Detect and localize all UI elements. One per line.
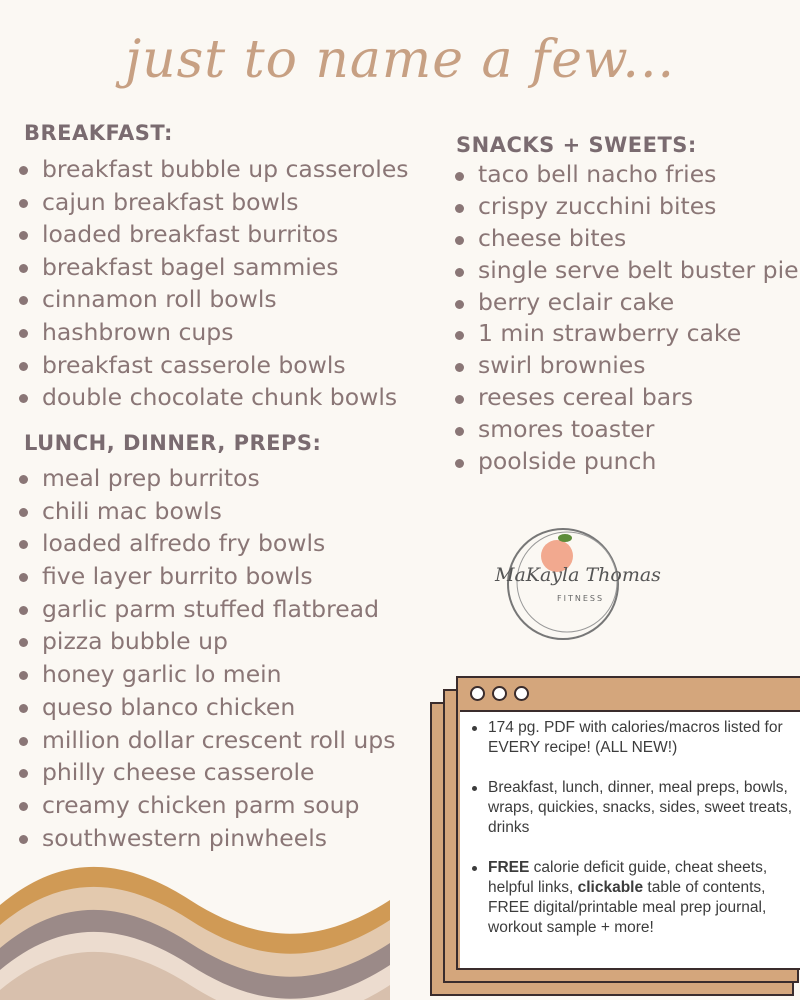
breakfast-item: breakfast bubble up casseroles: [16, 153, 409, 186]
lunch-heading: LUNCH, DINNER, PREPS:: [24, 431, 322, 455]
snacks-item: taco bell nacho fries: [452, 159, 799, 191]
dot-icon: [470, 686, 485, 701]
breakfast-item: loaded breakfast burritos: [16, 218, 409, 251]
lunch-item: pizza bubble up: [16, 625, 395, 658]
window-dots: [470, 686, 529, 701]
logo-name: MaKayla Thomas: [495, 564, 661, 586]
lunch-item: southwestern pinwheels: [16, 822, 395, 855]
snacks-heading: SNACKS + SWEETS:: [456, 133, 697, 157]
lunch-item: five layer burrito bowls: [16, 560, 395, 593]
breakfast-item: hashbrown cups: [16, 316, 409, 349]
clickable-label: clickable: [577, 879, 644, 896]
breakfast-item: cajun breakfast bowls: [16, 186, 409, 219]
snacks-item: poolside punch: [452, 446, 799, 478]
lunch-item: honey garlic lo mein: [16, 658, 395, 691]
dot-icon: [492, 686, 507, 701]
breakfast-item: double chocolate chunk bowls: [16, 381, 409, 414]
info-card: [456, 676, 800, 970]
lunch-list: [16, 462, 395, 854]
breakfast-item: breakfast bagel sammies: [16, 251, 409, 284]
snacks-item: smores toaster: [452, 414, 799, 446]
snacks-item: cheese bites: [452, 223, 799, 255]
dot-icon: [514, 686, 529, 701]
breakfast-heading: BREAKFAST:: [24, 121, 173, 145]
snacks-item: swirl brownies: [452, 350, 799, 382]
lunch-item: philly cheese casserole: [16, 756, 395, 789]
info-text-2: Breakfast, lunch, dinner, meal preps, bowls, wraps, quickies, snacks, sides, sweet treats, drinks: [488, 779, 793, 836]
snacks-item: 1 min strawberry cake: [452, 318, 799, 350]
snacks-item: berry eclair cake: [452, 287, 799, 319]
brand-logo: [495, 522, 661, 652]
lunch-item: garlic parm stuffed flatbread: [16, 593, 395, 626]
lunch-item: queso blanco chicken: [16, 691, 395, 724]
snacks-item: single serve belt buster pie: [452, 255, 799, 287]
breakfast-item: cinnamon roll bowls: [16, 283, 409, 316]
snacks-item: crispy zucchini bites: [452, 191, 799, 223]
snacks-item: reeses cereal bars: [452, 382, 799, 414]
snacks-list: [452, 159, 799, 478]
lunch-item: meal prep burritos: [16, 462, 395, 495]
info-text-3a: calorie deficit guide, cheat sheets, helpful links,: [488, 859, 768, 896]
lunch-item: creamy chicken parm soup: [16, 789, 395, 822]
page-title: just to name a few...: [124, 30, 676, 90]
lunch-item: million dollar crescent roll ups: [16, 724, 395, 757]
info-bullet-1: [468, 718, 794, 758]
breakfast-list: [16, 153, 409, 414]
lunch-item: loaded alfredo fry bowls: [16, 527, 395, 560]
info-text-1: 174 pg. PDF with calories/macros listed for EVERY recipe! (ALL NEW!): [488, 719, 783, 756]
info-text-3b: table of contents, FREE digital/printable meal prep journal, workout sample + more!: [488, 879, 767, 936]
info-bullet-3: [468, 858, 794, 938]
free-label: FREE: [488, 859, 530, 876]
lunch-item: chili mac bowls: [16, 495, 395, 528]
breakfast-item: breakfast casserole bowls: [16, 349, 409, 382]
info-bullet-2: [468, 778, 794, 838]
info-card-body: [460, 710, 800, 968]
logo-sub: FITNESS: [557, 594, 605, 603]
